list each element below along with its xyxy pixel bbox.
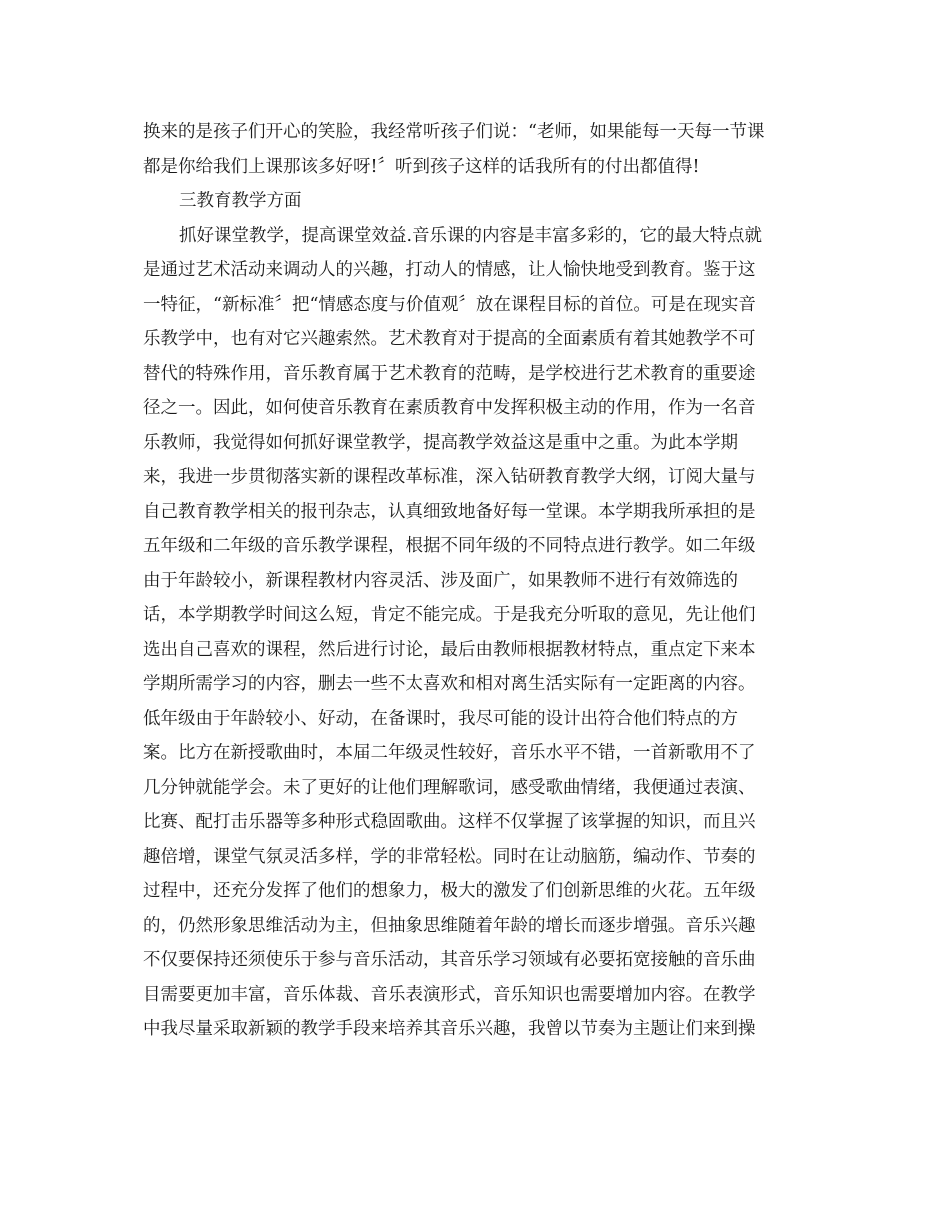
text-line: 的，仍然形象思维活动为主，但抽象思维随着年龄的增长而逐步增强。音乐兴趣 bbox=[143, 915, 756, 936]
text-line: 中我尽量采取新颖的教学手段来培养其音乐兴趣，我曾以节奏为主题让们来到操 bbox=[143, 1019, 756, 1039]
document-body bbox=[143, 115, 823, 1047]
text-line: 来，我进一步贯彻落实新的课程改革标准，深入钻研教育教学大纲，订阅大量与 bbox=[143, 467, 756, 487]
text-line: 替代的特殊作用，音乐教育属于艺术教育的范畴，是学校进行艺术教育的重要途 bbox=[143, 363, 756, 384]
text-line: 案。比方在新授歌曲时，本届二年级灵性较好，音乐水平不错，一首新歌用不了 bbox=[143, 743, 756, 763]
text-line: 五年级和二年级的音乐教学课程，根据不同年级的不同特点进行教学。如二年级 bbox=[143, 536, 756, 556]
text-line: 目需要更加丰富，音乐体裁、音乐表演形式，音乐知识也需要增加内容。在教学 bbox=[143, 984, 756, 1005]
text-line: 乐教师，我觉得如何抓好课堂教学，提高教学效益这是重中之重。为此本学期 bbox=[143, 432, 738, 453]
text-line: 不仅要保持还须使乐于参与音乐活动，其音乐学习领域有必要拓宽接触的音乐曲 bbox=[143, 950, 756, 970]
text-line: 自己教育教学相关的报刊杂志，认真细致地备好每一堂课。本学期我所承担的是 bbox=[143, 501, 756, 522]
text-line: 一特征，“新标准〞把“情感态度与价值观〞放在课程目标的首位。可是在现实音 bbox=[143, 294, 756, 315]
text-line: 几分钟就能学会。未了更好的让他们理解歌词，感受歌曲情绪，我便通过表演、 bbox=[143, 777, 756, 798]
text-line: 乐教学中，也有对它兴趣索然。艺术教育对于提高的全面素质有着其她教学不可 bbox=[143, 329, 756, 349]
text-line: 学期所需学习的内容，删去一些不太喜欢和相对离生活实际有一定距离的内容。 bbox=[143, 674, 756, 694]
text-line: 由于年龄较小，新课程教材内容灵活、涉及面广，如果教师不进行有效筛选的 bbox=[143, 570, 738, 591]
paragraph-start-line: 抓好课堂教学，提高课堂效益.音乐课的内容是丰富多彩的，它的最大特点就 bbox=[179, 225, 763, 246]
text-line: 低年级由于年龄较小、好动，在备课时，我尽可能的设计出符合他们特点的方 bbox=[143, 708, 738, 729]
text-line: 话，本学期教学时间这么短，肯定不能完成。于是我充分听取的意见，先让他们 bbox=[143, 605, 756, 625]
text-line: 过程中，还充分发挥了他们的想象力，极大的激发了们创新思维的火花。五年级 bbox=[143, 881, 756, 901]
text-line: 换来的是孩子们开心的笑脸，我经常听孩子们说：“老师，如果能每一天每一节课 bbox=[143, 122, 765, 142]
text-line: 比赛、配打击乐器等多种形式稳固歌曲。这样不仅掌握了该掌握的知识，而且兴 bbox=[143, 812, 756, 832]
text-line: 选出自己喜欢的课程，然后进行讨论，最后由教师根据教材特点，重点定下来本 bbox=[143, 639, 756, 660]
text-line: 都是你给我们上课那该多好呀!〞听到孩子这样的话我所有的付出都值得! bbox=[143, 156, 700, 177]
text-line: 趣倍增，课堂气氛灵活多样，学的非常轻松。同时在让动脑筋，编动作、节奏的 bbox=[143, 846, 756, 867]
text-line: 径之一。因此，如何使音乐教育在素质教育中发挥积极主动的作用，作为一名音 bbox=[143, 398, 756, 418]
paragraph-start-line: 三教育教学方面 bbox=[179, 191, 302, 211]
text-line: 是通过艺术活动来调动人的兴趣，打动人的情感，让人愉快地受到教育。鉴于这 bbox=[143, 260, 756, 280]
